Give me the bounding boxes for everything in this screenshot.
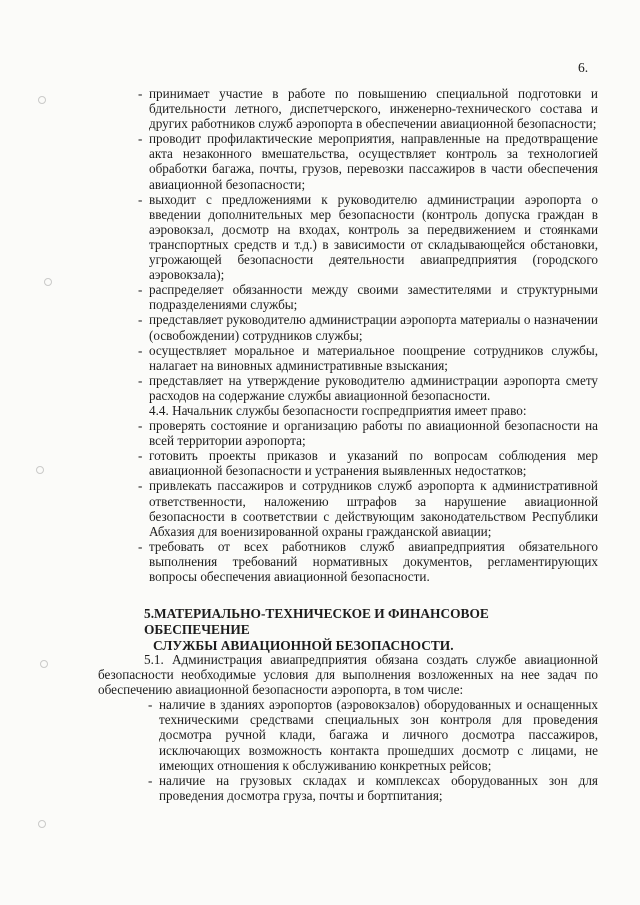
list-dash: - <box>138 342 143 358</box>
section-5-heading <box>144 606 594 654</box>
conditions-list <box>148 697 598 803</box>
list-dash: - <box>138 86 143 101</box>
scan-mark <box>44 278 52 286</box>
list-item <box>138 343 598 373</box>
list-item-text: проводит профилактические мероприятия, направленные на предотвращение акта незаконного вмешательства, осуществляет контроль за технологией обработки багажа, почты, грузов, перевозки пассажиров в части обеспечения авиационной безопасности; <box>149 131 598 192</box>
list-item-text: требовать от всех работников служб авиапредприятия обязательного выполнения требований нормативных документов, регламентирующих вопросы обеспечения авиационной безопасности. <box>149 538 598 584</box>
list-item <box>138 418 598 448</box>
list-item <box>138 131 598 191</box>
list-item-text: проверять состояние и организацию работы по авиационной безопасности на всей территории аэропорта; <box>149 418 598 449</box>
list-item <box>138 282 598 312</box>
list-item <box>138 312 598 342</box>
list-dash: - <box>138 372 143 388</box>
list-dash: - <box>138 312 143 328</box>
scan-mark <box>40 660 48 668</box>
rights-list <box>138 418 598 584</box>
list-item-text: принимает участие в работе по повышению специальной подготовки и бдительности летного, диспетчерского, инженерно-технического состава и других работников служб аэропорта в обеспечении авиационной безопасности; <box>149 86 598 132</box>
list-dash: - <box>138 418 143 434</box>
section-5-body <box>98 652 598 803</box>
scan-mark <box>38 820 46 828</box>
section-5-heading-line1: 5.МАТЕРИАЛЬНО-ТЕХНИЧЕСКОЕ И ФИНАНСОВОЕ ОБЕСПЕЧЕНИЕ <box>144 606 489 637</box>
list-item <box>138 373 598 403</box>
list-dash: - <box>138 448 143 464</box>
duties-list <box>138 86 598 403</box>
list-item <box>138 539 598 584</box>
page-number: 6. <box>578 60 589 75</box>
list-item <box>148 697 598 772</box>
document-body <box>138 86 598 584</box>
list-item <box>138 86 598 131</box>
list-item-text: представляет на утверждение руководителю администрации аэропорта смету расходов на содержание службы авиационной безопасности. <box>149 372 598 403</box>
list-item-text: распределяет обязанности между своими заместителями и структурными подразделениями службы; <box>149 282 598 313</box>
scan-mark <box>36 466 44 474</box>
section-5-heading-line2: СЛУЖБЫ АВИАЦИОННОЙ БЕЗОПАСНОСТИ. <box>153 638 454 653</box>
list-item-text: привлекать пассажиров и сотрудников служб аэропорта к административной ответственности, наложению штрафов за нарушение авиационной безопасности в соответствии с действующим законодательством Республики Абхазия для военизированной охраны гражданской авиации; <box>149 478 598 539</box>
list-dash: - <box>138 538 143 554</box>
list-item-text: осуществляет моральное и материальное поощрение сотрудников службы, налагает на виновных административные взыскания; <box>149 342 598 373</box>
list-dash: - <box>138 478 143 494</box>
list-dash: - <box>148 697 153 713</box>
list-item-text: наличие на грузовых складах и комплексах оборудованных зон для проведения досмотра груза, почты и бортпитания; <box>159 772 598 803</box>
list-item <box>138 448 598 478</box>
list-item-text: выходит с предложениями к руководителю администрации аэропорта о введении дополнительных мер безопасности (контроль допуска граждан в аэровокзал, досмотр на входах, контроль за передвижением и стоянками транспортных средств и т.д.) в зависимости от складывающейся обстановки, угрожающей безопасности деятельности авиапредприятия (городского аэровокзала); <box>149 191 598 283</box>
list-item-text: представляет руководителю администрации аэропорта материалы о назначении (освобождении) сотрудников службы; <box>149 312 598 343</box>
list-dash: - <box>148 772 153 788</box>
list-dash: - <box>138 282 143 298</box>
list-item <box>148 773 598 803</box>
list-item <box>138 478 598 538</box>
list-item <box>138 192 598 283</box>
list-item-text: готовить проекты приказов и указаний по вопросам соблюдения мер авиационной безопасности и устранения выявленных недостатков; <box>149 448 598 479</box>
list-dash: - <box>138 131 143 147</box>
list-dash: - <box>138 191 143 207</box>
clause-5-1: 5.1. Администрация авиапредприятия обязана создать службе авиационной безопасности необходимые условия для выполнения возложенных на нее задач по обеспечению авиационной безопасности аэропорта, в том числе: <box>98 652 598 698</box>
clause-4-4: 4.4. Начальник службы безопасности госпредприятия имеет право: <box>149 402 527 418</box>
scan-mark <box>38 96 46 104</box>
list-item-text: наличие в зданиях аэропортов (аэровокзалов) оборудованных и оснащенных техническими средствами специальных зон контроля для проведения досмотра ручной клади, багажа и личного досмотра пассажиров, исключающих возможность контакта прошедших досмотр с лицами, не имеющих отношения к обслуживанию конкретных рейсов; <box>159 697 598 773</box>
